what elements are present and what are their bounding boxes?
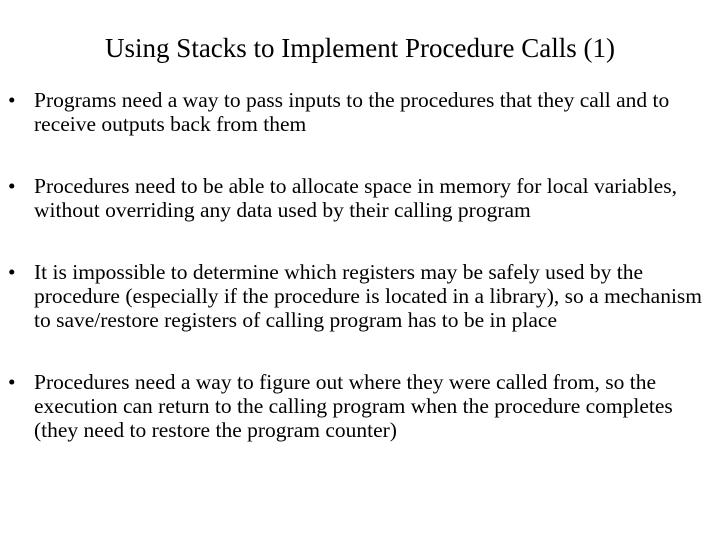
bullet-item xyxy=(0,370,720,442)
bullet-marker: • xyxy=(8,260,16,284)
bullet-marker: • xyxy=(8,174,16,198)
bullet-text: Programs need a way to pass inputs to the procedures that they call and to receive outputs back from them xyxy=(34,88,670,136)
bullet-marker: • xyxy=(8,370,16,394)
bullet-list xyxy=(0,88,720,442)
bullet-marker: • xyxy=(8,88,16,112)
slide-title: Using Stacks to Implement Procedure Calls (1) xyxy=(105,33,615,63)
bullet-item xyxy=(0,88,720,136)
bullet-item xyxy=(0,174,720,222)
bullet-text: Procedures need to be able to allocate space in memory for local variables, without overriding any data used by their calling program xyxy=(34,174,677,222)
bullet-text: It is impossible to determine which registers may be safely used by the procedure (especially if the procedure is located in a library), so a mechanism to save/restore registers of calling program has to be in place xyxy=(34,260,703,332)
bullet-text: Procedures need a way to figure out where they were called from, so the execution can return to the calling program when the procedure completes (they need to restore the program counter) xyxy=(34,370,673,442)
bullet-item xyxy=(0,260,720,332)
